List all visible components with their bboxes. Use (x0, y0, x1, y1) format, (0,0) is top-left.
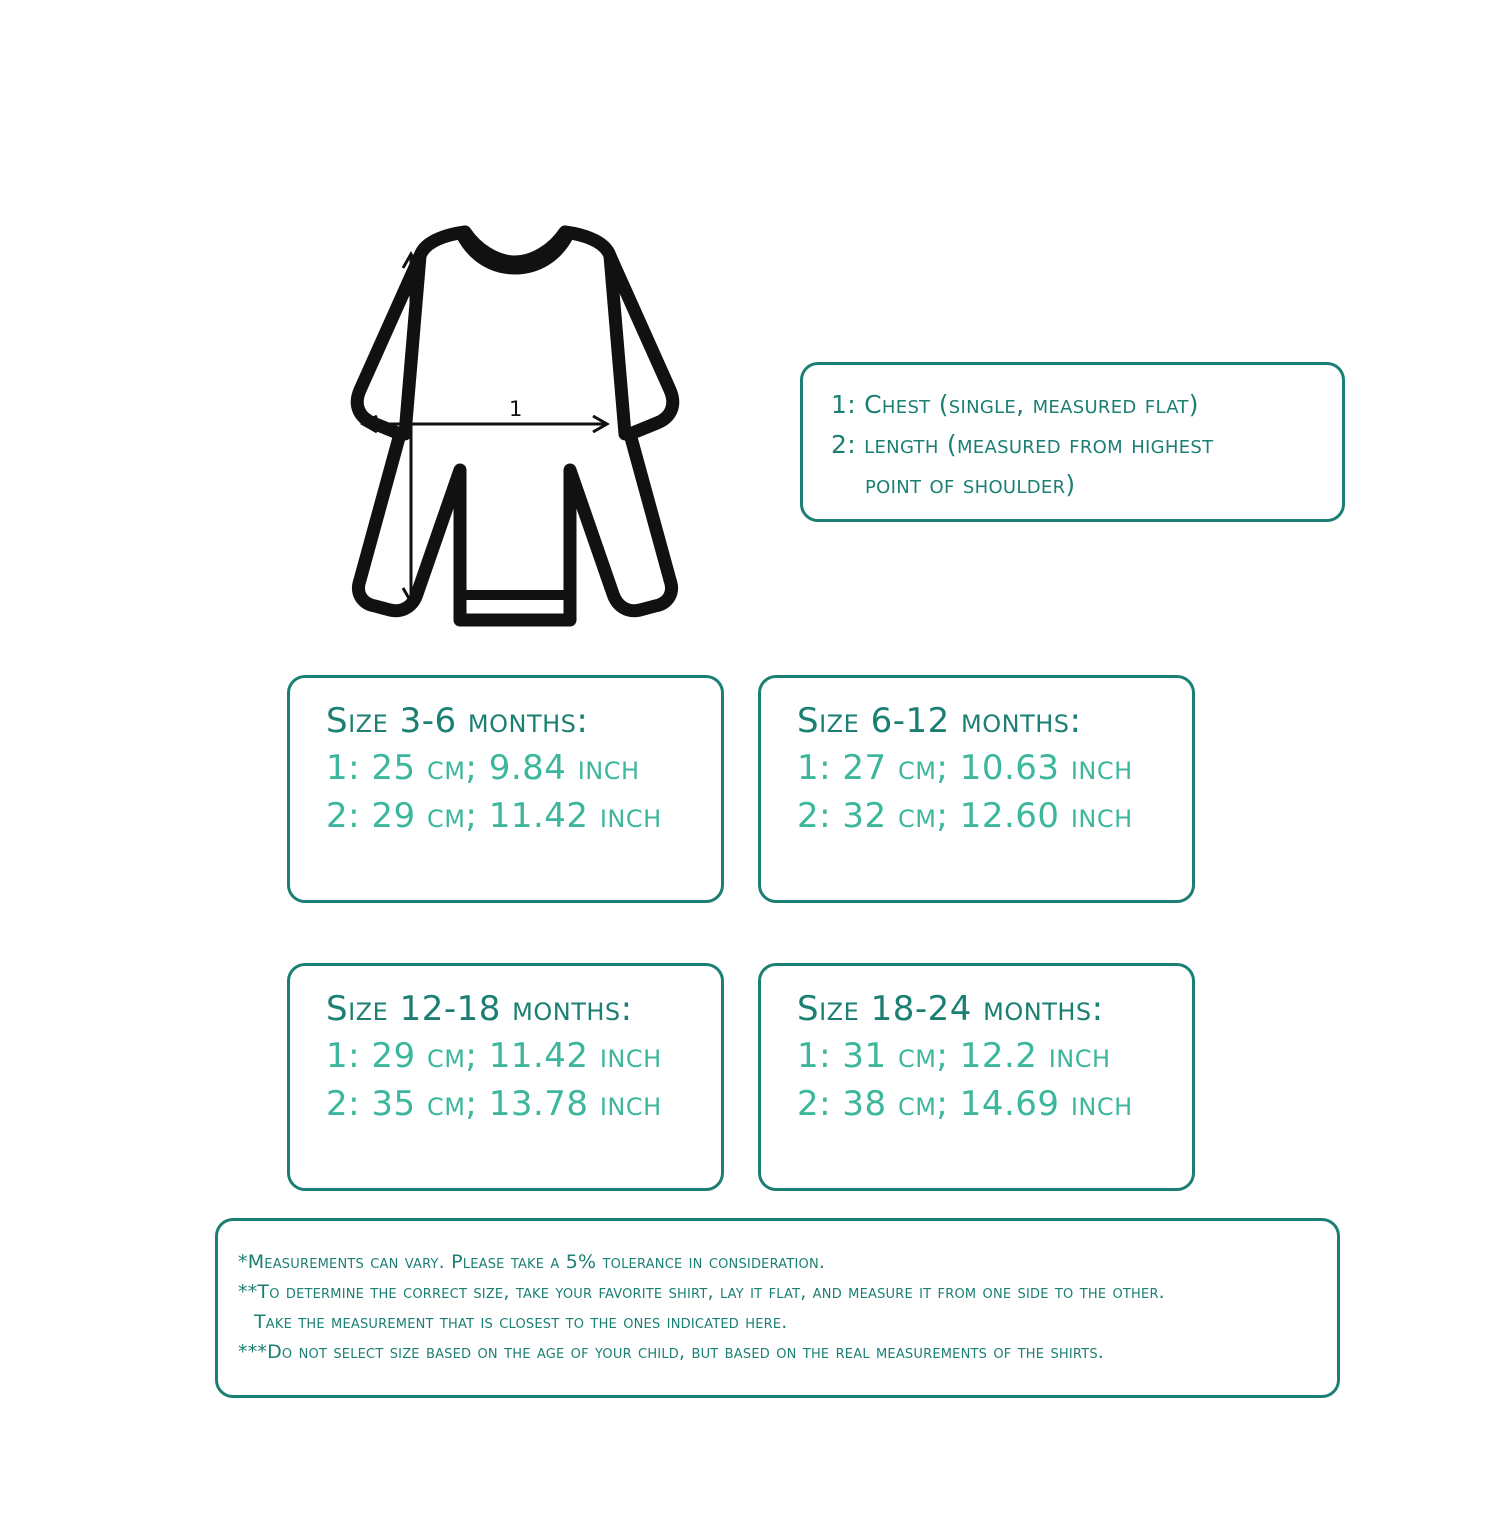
size-card-length: 2: 29 cm; 11.42 inch (326, 796, 662, 836)
legend-line-length-cont: point of shoulder) (865, 470, 1076, 499)
size-card-chest: 1: 31 cm; 12.2 inch (797, 1036, 1111, 1076)
size-card-length: 2: 38 cm; 14.69 inch (797, 1084, 1133, 1124)
size-card-length: 2: 32 cm; 12.60 inch (797, 796, 1133, 836)
legend-line-length: 2: length (measured from highest (831, 430, 1214, 459)
note-tolerance: *Measurements can vary. Please take a 5% tolerance in consideration. (238, 1251, 826, 1273)
size-card-12-18-months (287, 963, 724, 1191)
shirt-measurement-diagram (215, 210, 755, 650)
note-how-to-measure-cont: Take the measurement that is closest to the ones indicated here. (254, 1311, 788, 1333)
dimension-label-1: 1 (509, 397, 523, 421)
legend-box (800, 362, 1345, 522)
size-card-title: Size 3-6 months: (326, 701, 589, 741)
size-card-title: Size 12-18 months: (326, 989, 633, 1029)
size-card-chest: 1: 25 cm; 9.84 inch (326, 748, 640, 788)
size-card-18-24-months (758, 963, 1195, 1191)
shirt-outline-icon (215, 210, 755, 650)
size-card-chest: 1: 29 cm; 11.42 inch (326, 1036, 662, 1076)
dimension-label-2: 2 (403, 272, 417, 296)
note-do-not-use-age: ***Do not select size based on the age of your child, but based on the real measurements of the shirts. (238, 1341, 1105, 1363)
size-card-3-6-months (287, 675, 724, 903)
legend-line-chest: 1: Chest (single, measured flat) (831, 390, 1199, 419)
size-card-title: Size 6-12 months: (797, 701, 1082, 741)
note-how-to-measure: **To determine the correct size, take your favorite shirt, lay it flat, and measure it from one side to the other. (238, 1281, 1165, 1303)
notes-box (215, 1218, 1340, 1398)
size-card-length: 2: 35 cm; 13.78 inch (326, 1084, 662, 1124)
size-card-chest: 1: 27 cm; 10.63 inch (797, 748, 1133, 788)
size-card-title: Size 18-24 months: (797, 989, 1104, 1029)
size-card-6-12-months (758, 675, 1195, 903)
